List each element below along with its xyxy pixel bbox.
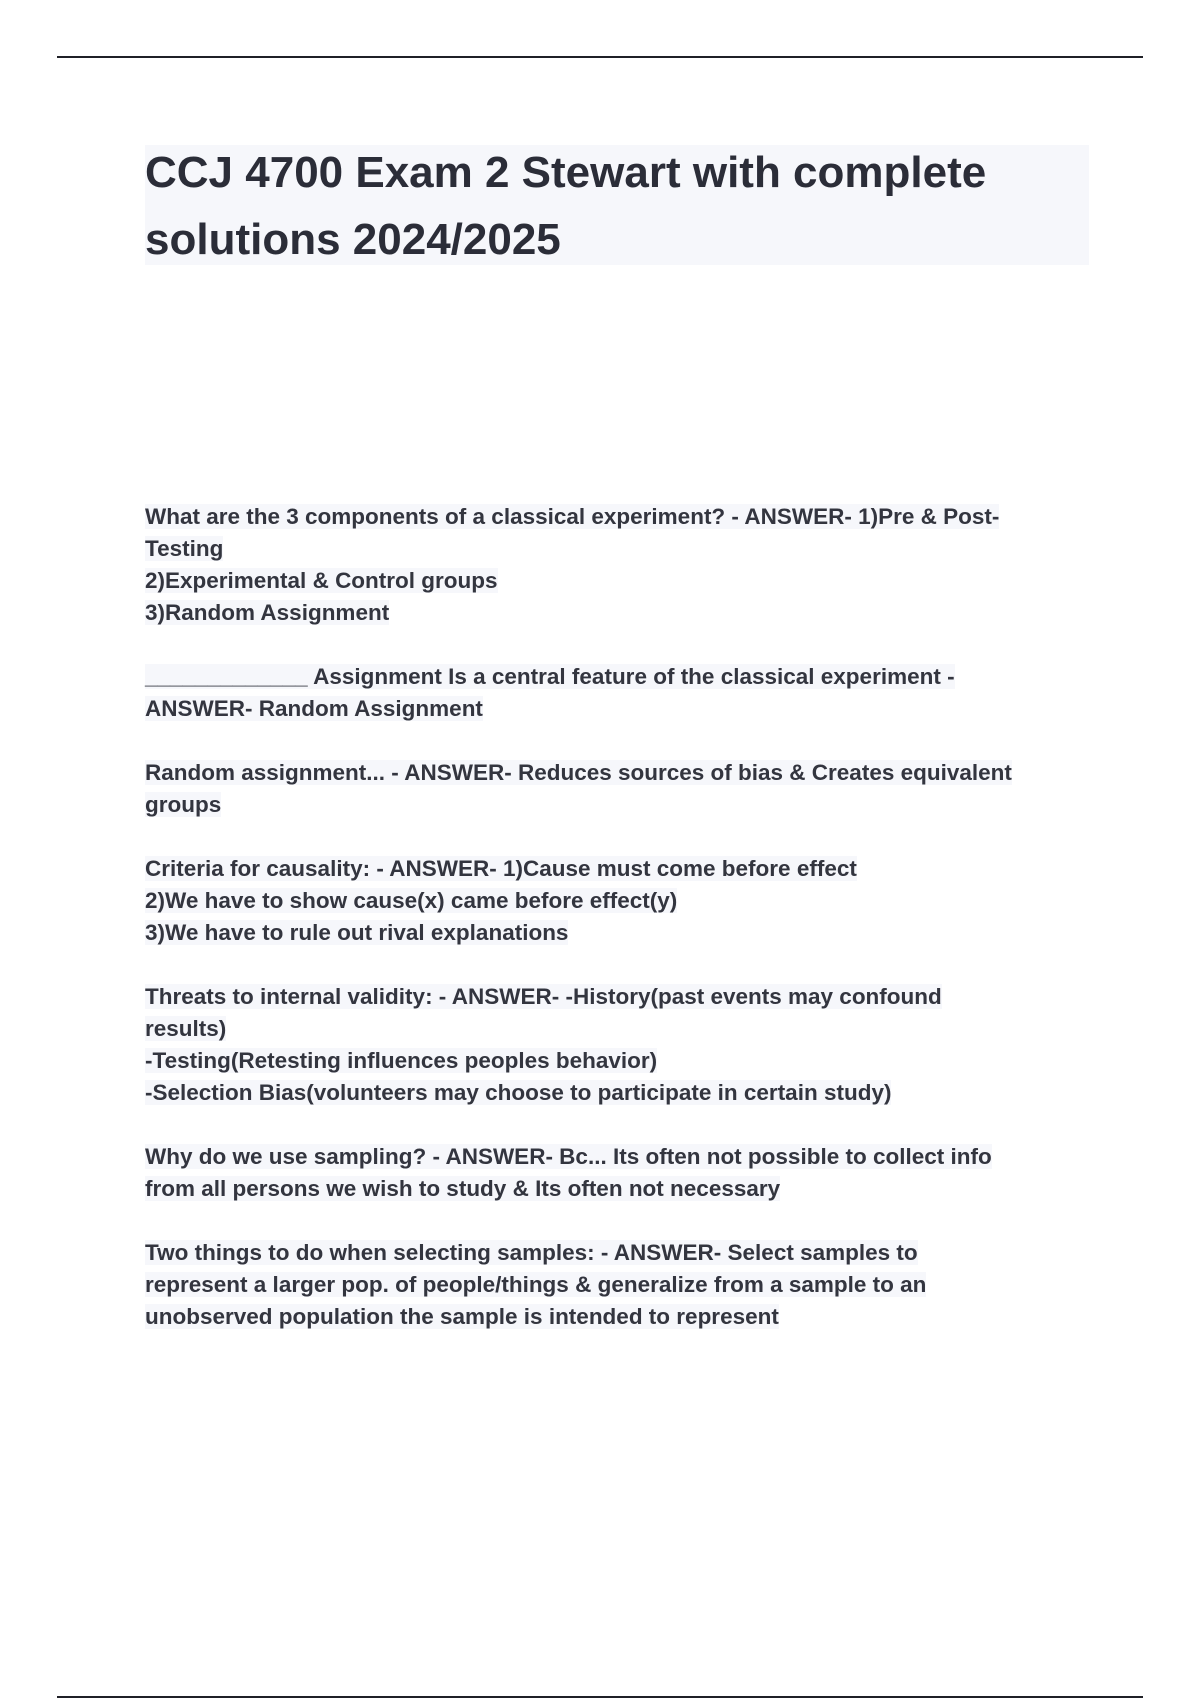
qa-line: -Testing(Retesting influences peoples behavior) [145,1048,658,1073]
bottom-rule [57,1696,1143,1698]
qa-line: 2)We have to show cause(x) came before effect(y) [145,888,678,913]
qa-line: Testing [145,536,224,561]
qa-line: Random assignment... - ANSWER- Reduces sources of bias & Creates equivalent [145,760,1012,785]
qa-line: -Selection Bias(volunteers may choose to participate in certain study) [145,1080,892,1105]
qa-item-threats-internal-validity [145,981,1095,1109]
qa-item-criteria-for-causality [145,853,1095,949]
qa-list [145,501,1095,1365]
qa-line: _____________ Assignment Is a central feature of the classical experiment - [145,664,955,689]
top-rule [57,56,1143,58]
qa-line: represent a larger pop. of people/things & generalize from a sample to an [145,1272,927,1297]
qa-item-assignment-central-feature [145,661,1095,725]
qa-line: groups [145,792,222,817]
qa-line: ANSWER- Random Assignment [145,696,483,721]
qa-line: What are the 3 components of a classical experiment? - ANSWER- 1)Pre & Post- [145,504,1000,529]
qa-line: Threats to internal validity: - ANSWER- -History(past events may confound [145,984,942,1009]
qa-item-random-assignment [145,757,1095,821]
qa-item-classical-experiment-components [145,501,1095,629]
qa-line: 2)Experimental & Control groups [145,568,498,593]
qa-line: 3)Random Assignment [145,600,390,625]
qa-line: Criteria for causality: - ANSWER- 1)Cause must come before effect [145,856,857,881]
document-title: CCJ 4700 Exam 2 Stewart with complete solutions 2024/2025 [145,148,987,264]
qa-line: Why do we use sampling? - ANSWER- Bc... Its often not possible to collect info [145,1144,992,1169]
qa-line: unobserved population the sample is intended to represent [145,1304,779,1329]
qa-line: 3)We have to rule out rival explanations [145,920,569,945]
title-block [145,145,1089,265]
qa-item-selecting-samples [145,1237,1095,1333]
qa-line: from all persons we wish to study & Its often not necessary [145,1176,781,1201]
qa-line: Two things to do when selecting samples: - ANSWER- Select samples to [145,1240,918,1265]
qa-line: results) [145,1016,227,1041]
qa-item-why-sampling [145,1141,1095,1205]
